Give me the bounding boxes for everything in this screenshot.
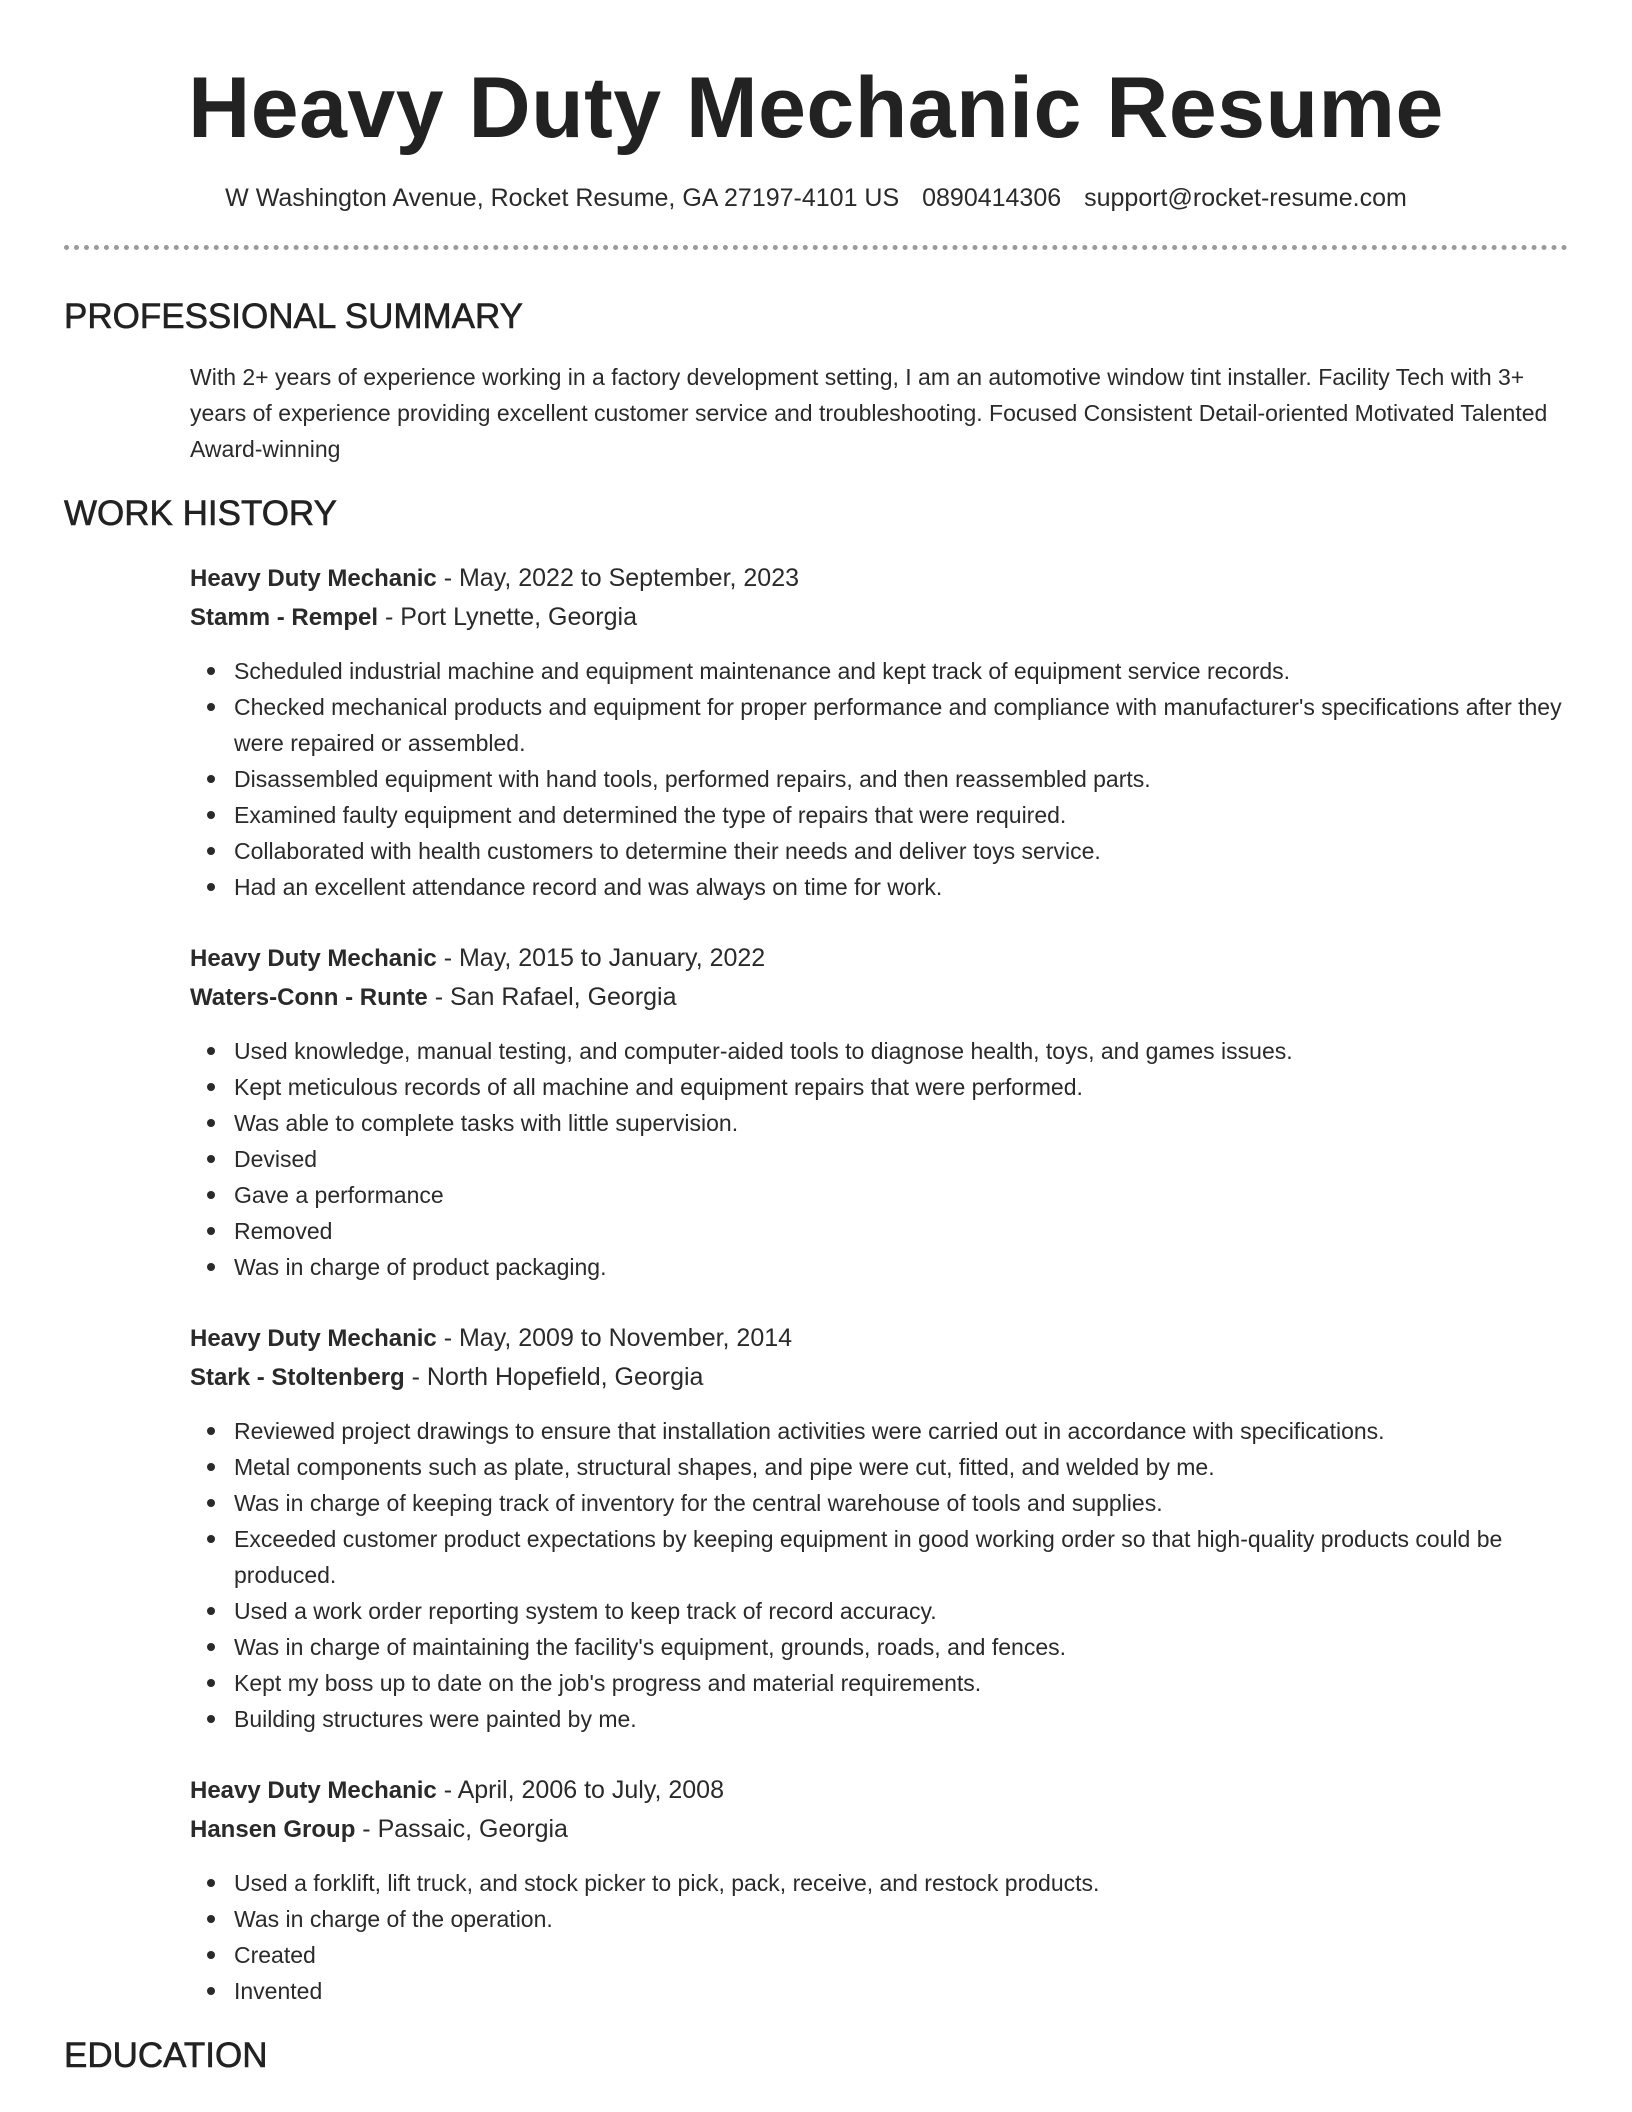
job-company: Waters-Conn - Runte: [190, 984, 428, 1011]
duty-item: Disassembled equipment with hand tools, performed repairs, and then reassembled parts.: [234, 761, 1568, 797]
contact-info: [64, 182, 1568, 214]
job-title: Heavy Duty Mechanic: [190, 565, 437, 592]
job-location: - Passaic, Georgia: [355, 1815, 568, 1843]
work-history-heading: WORK HISTORY: [64, 494, 337, 533]
resume-title: Heavy Duty Mechanic Resume: [188, 60, 1444, 156]
job-title: Heavy Duty Mechanic: [190, 1777, 437, 1804]
job-entry: [190, 1771, 1568, 2009]
education-heading: EDUCATION: [64, 2036, 268, 2075]
duty-item: Building structures were painted by me.: [234, 1701, 1568, 1737]
duty-item: Invented: [234, 1973, 1568, 2009]
job-title-line: [190, 1319, 1568, 1358]
job-company: Stamm - Rempel: [190, 604, 379, 631]
duty-item: Reviewed project drawings to ensure that installation activities were carried out in accordance with specifications.: [234, 1413, 1568, 1449]
duty-item: Used a work order reporting system to keep track of record accuracy.: [234, 1593, 1568, 1629]
duty-item: Had an excellent attendance record and was always on time for work.: [234, 869, 1568, 905]
duty-item: Was in charge of product packaging.: [234, 1249, 1568, 1285]
duty-item: Was in charge of keeping track of inventory for the central warehouse of tools and supplies.: [234, 1485, 1568, 1521]
job-entry: [190, 1319, 1568, 1737]
duty-item: Was in charge of maintaining the facility's equipment, grounds, roads, and fences.: [234, 1629, 1568, 1665]
duty-item: Exceeded customer product expectations by keeping equipment in good working order so that high-quality products could be produced.: [234, 1521, 1568, 1593]
duty-item: Was able to complete tasks with little supervision.: [234, 1105, 1568, 1141]
duty-item: Checked mechanical products and equipment for proper performance and compliance with manufacturer's specifications after they were repaired or assembled.: [234, 689, 1568, 761]
job-location: - Port Lynette, Georgia: [378, 603, 637, 631]
contact-phone: 0890414306: [922, 184, 1062, 212]
job-title: Heavy Duty Mechanic: [190, 1325, 437, 1352]
duty-item: Gave a performance: [234, 1177, 1568, 1213]
duty-list: [190, 653, 1568, 905]
duty-item: Removed: [234, 1213, 1568, 1249]
job-dates: - April, 2006 to July, 2008: [436, 1776, 724, 1804]
job-title-line: [190, 559, 1568, 598]
job-company-line: [190, 598, 1568, 637]
job-title: Heavy Duty Mechanic: [190, 945, 437, 972]
job-entry: [190, 939, 1568, 1285]
duty-item: Kept meticulous records of all machine and equipment repairs that were performed.: [234, 1069, 1568, 1105]
job-dates: - May, 2022 to September, 2023: [436, 564, 800, 592]
header-divider: [64, 245, 1568, 250]
job-entry: [190, 559, 1568, 905]
duty-list: [190, 1865, 1568, 2009]
duty-item: Kept my boss up to date on the job's progress and material requirements.: [234, 1665, 1568, 1701]
duty-item: Devised: [234, 1141, 1568, 1177]
job-company-line: [190, 978, 1568, 1017]
job-company: Stark - Stoltenberg: [190, 1364, 405, 1391]
duty-item: Was in charge of the operation.: [234, 1901, 1568, 1937]
resume-page: [64, 0, 1568, 2077]
duty-list: [190, 1033, 1568, 1285]
job-dates: - May, 2015 to January, 2022: [436, 944, 766, 972]
duty-item: Metal components such as plate, structural shapes, and pipe were cut, fitted, and welded by me.: [234, 1449, 1568, 1485]
duty-item: Collaborated with health customers to determine their needs and deliver toys service.: [234, 833, 1568, 869]
summary-text: With 2+ years of experience working in a factory development setting, I am an automotive window tint installer. Facility Tech with 3+ years of experience providing excellent customer service and troubleshooting. Focused Consistent Detail-oriented Motivated Talented Award-winning: [190, 364, 1548, 462]
contact-address: W Washington Avenue, Rocket Resume, GA 27197-4101 US: [225, 184, 900, 212]
job-location: - San Rafael, Georgia: [427, 983, 677, 1011]
job-company: Hansen Group: [190, 1816, 356, 1843]
duty-item: Created: [234, 1937, 1568, 1973]
contact-email: support@rocket-resume.com: [1084, 184, 1407, 212]
job-title-line: [190, 939, 1568, 978]
duty-item: Used knowledge, manual testing, and computer-aided tools to diagnose health, toys, and games issues.: [234, 1033, 1568, 1069]
duty-item: Scheduled industrial machine and equipment maintenance and kept track of equipment service records.: [234, 653, 1568, 689]
job-location: - North Hopefield, Georgia: [404, 1363, 704, 1391]
duty-list: [190, 1413, 1568, 1737]
job-dates: - May, 2009 to November, 2014: [436, 1324, 793, 1352]
duty-item: Used a forklift, lift truck, and stock picker to pick, pack, receive, and restock products.: [234, 1865, 1568, 1901]
duty-item: Examined faulty equipment and determined the type of repairs that were required.: [234, 797, 1568, 833]
job-company-line: [190, 1358, 1568, 1397]
job-title-line: [190, 1771, 1568, 1810]
summary-heading: PROFESSIONAL SUMMARY: [64, 297, 523, 336]
job-company-line: [190, 1810, 1568, 1849]
